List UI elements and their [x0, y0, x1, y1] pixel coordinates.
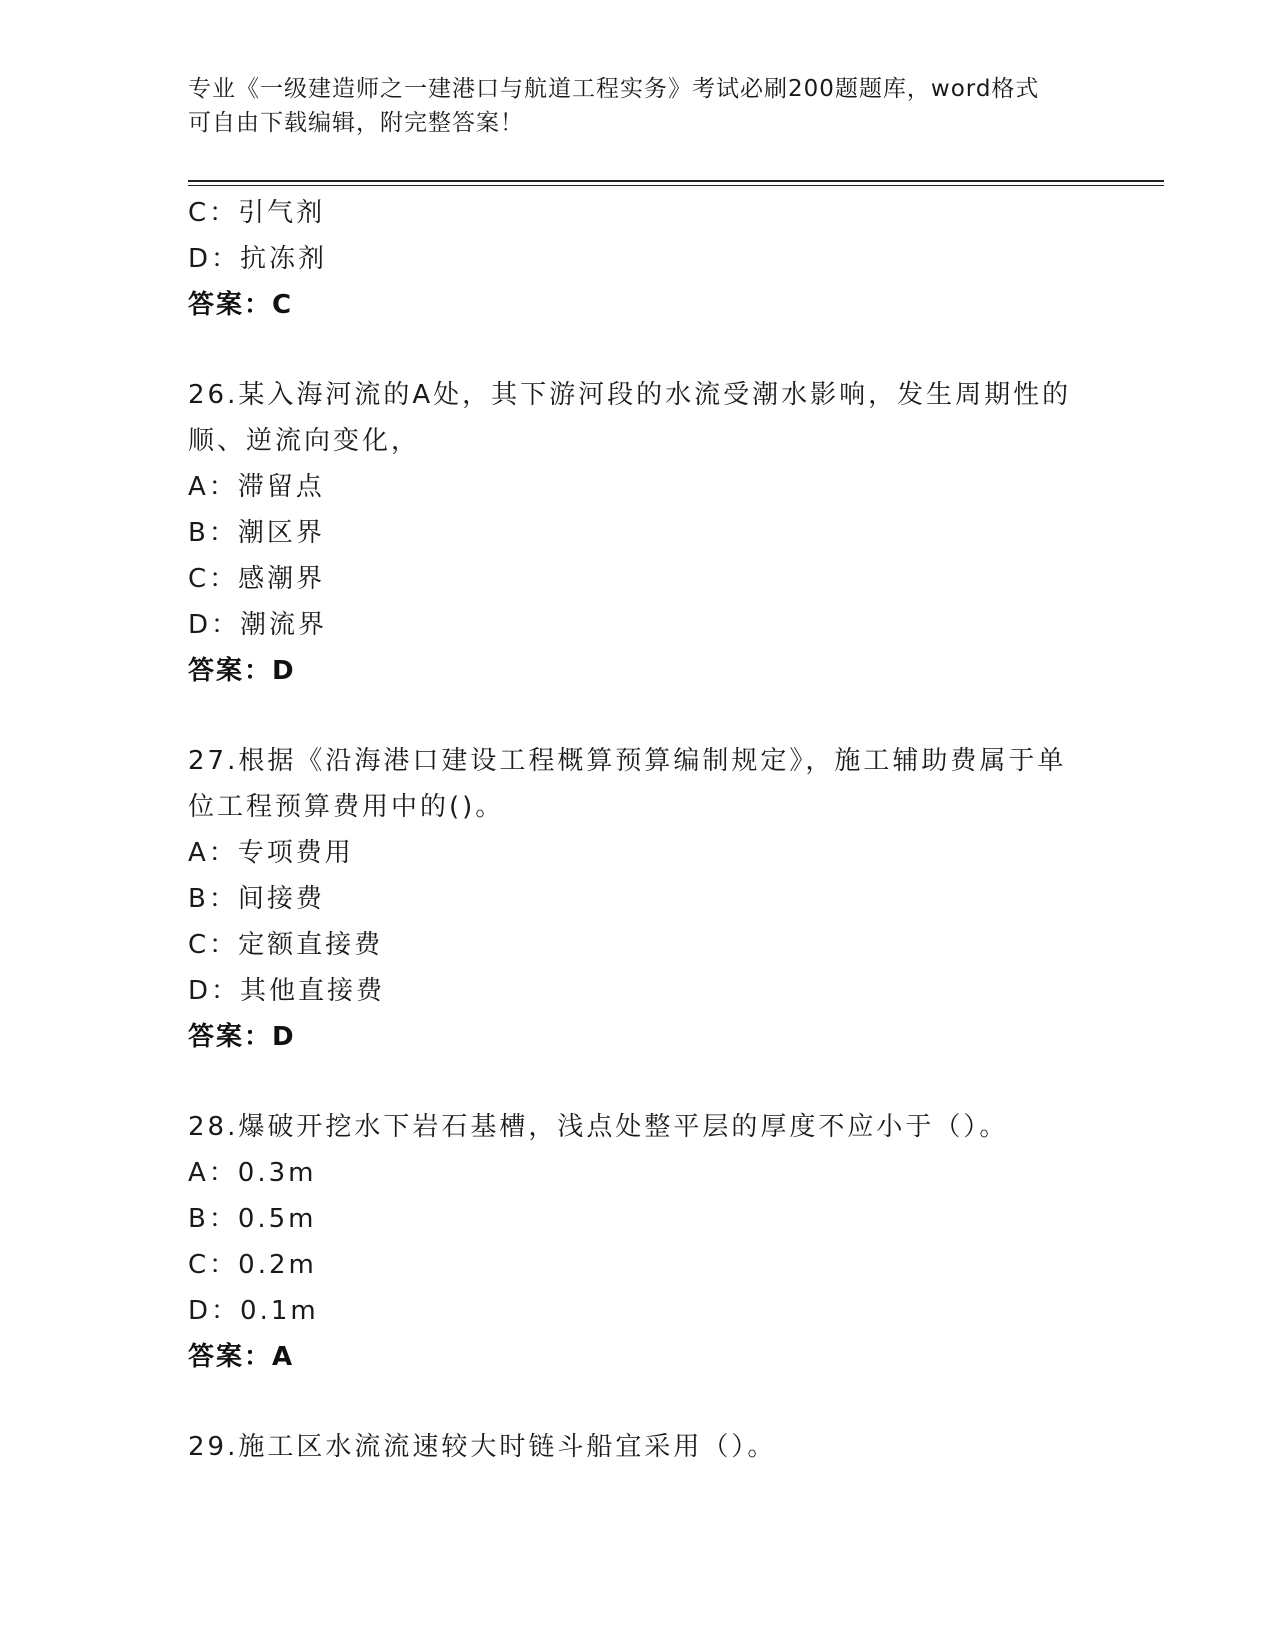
answer-line: 答案：D — [188, 656, 296, 686]
question-stem-line: 29.施工区水流流速较大时链斗船宜采用（）。 — [188, 1432, 777, 1462]
previous-question-tail — [188, 190, 1088, 328]
header-divider-thin — [188, 185, 1164, 186]
question-26 — [188, 372, 1088, 694]
answer-line: 答案：D — [188, 1022, 296, 1052]
question-stem-line: 28.爆破开挖水下岩石基槽，浅点处整平层的厚度不应小于（）。 — [188, 1112, 1009, 1142]
option-c: C：定额直接费 — [188, 930, 384, 960]
option-d: D：抗冻剂 — [188, 244, 328, 274]
option-a: A：0.3m — [188, 1158, 317, 1188]
option-b: B：潮区界 — [188, 518, 325, 548]
header-divider-thick — [188, 180, 1164, 182]
question-27 — [188, 738, 1088, 1060]
option-a: A：专项费用 — [188, 838, 354, 868]
question-list — [188, 190, 1088, 1470]
option-c: C：引气剂 — [188, 198, 326, 228]
header-line-1: 专业《一级建造师之一建港口与航道工程实务》考试必刷200题题库，word格式 — [188, 76, 1040, 102]
option-c: C：0.2m — [188, 1250, 317, 1280]
answer-line: 答案：A — [188, 1342, 295, 1372]
question-stem-line: 27.根据《沿海港口建设工程概算预算编制规定》，施工辅助费属于单 — [188, 746, 1067, 776]
question-28 — [188, 1104, 1088, 1380]
option-d: D：潮流界 — [188, 610, 328, 640]
question-stem-line: 位工程预算费用中的()。 — [188, 792, 505, 822]
answer-line: 答案：C — [188, 290, 294, 320]
question-stem-line: 顺、逆流向变化， — [188, 426, 421, 456]
header-line-2: 可自由下载编辑，附完整答案！ — [188, 110, 524, 136]
option-b: B：间接费 — [188, 884, 325, 914]
document-header — [188, 72, 1088, 140]
option-c: C：感潮界 — [188, 564, 326, 594]
option-d: D：0.1m — [188, 1296, 319, 1326]
question-29 — [188, 1424, 1088, 1470]
option-a: A：滞留点 — [188, 472, 325, 502]
question-stem-line: 26.某入海河流的A处，其下游河段的水流受潮水影响，发生周期性的 — [188, 380, 1072, 410]
option-d: D：其他直接费 — [188, 976, 386, 1006]
option-b: B：0.5m — [188, 1204, 317, 1234]
